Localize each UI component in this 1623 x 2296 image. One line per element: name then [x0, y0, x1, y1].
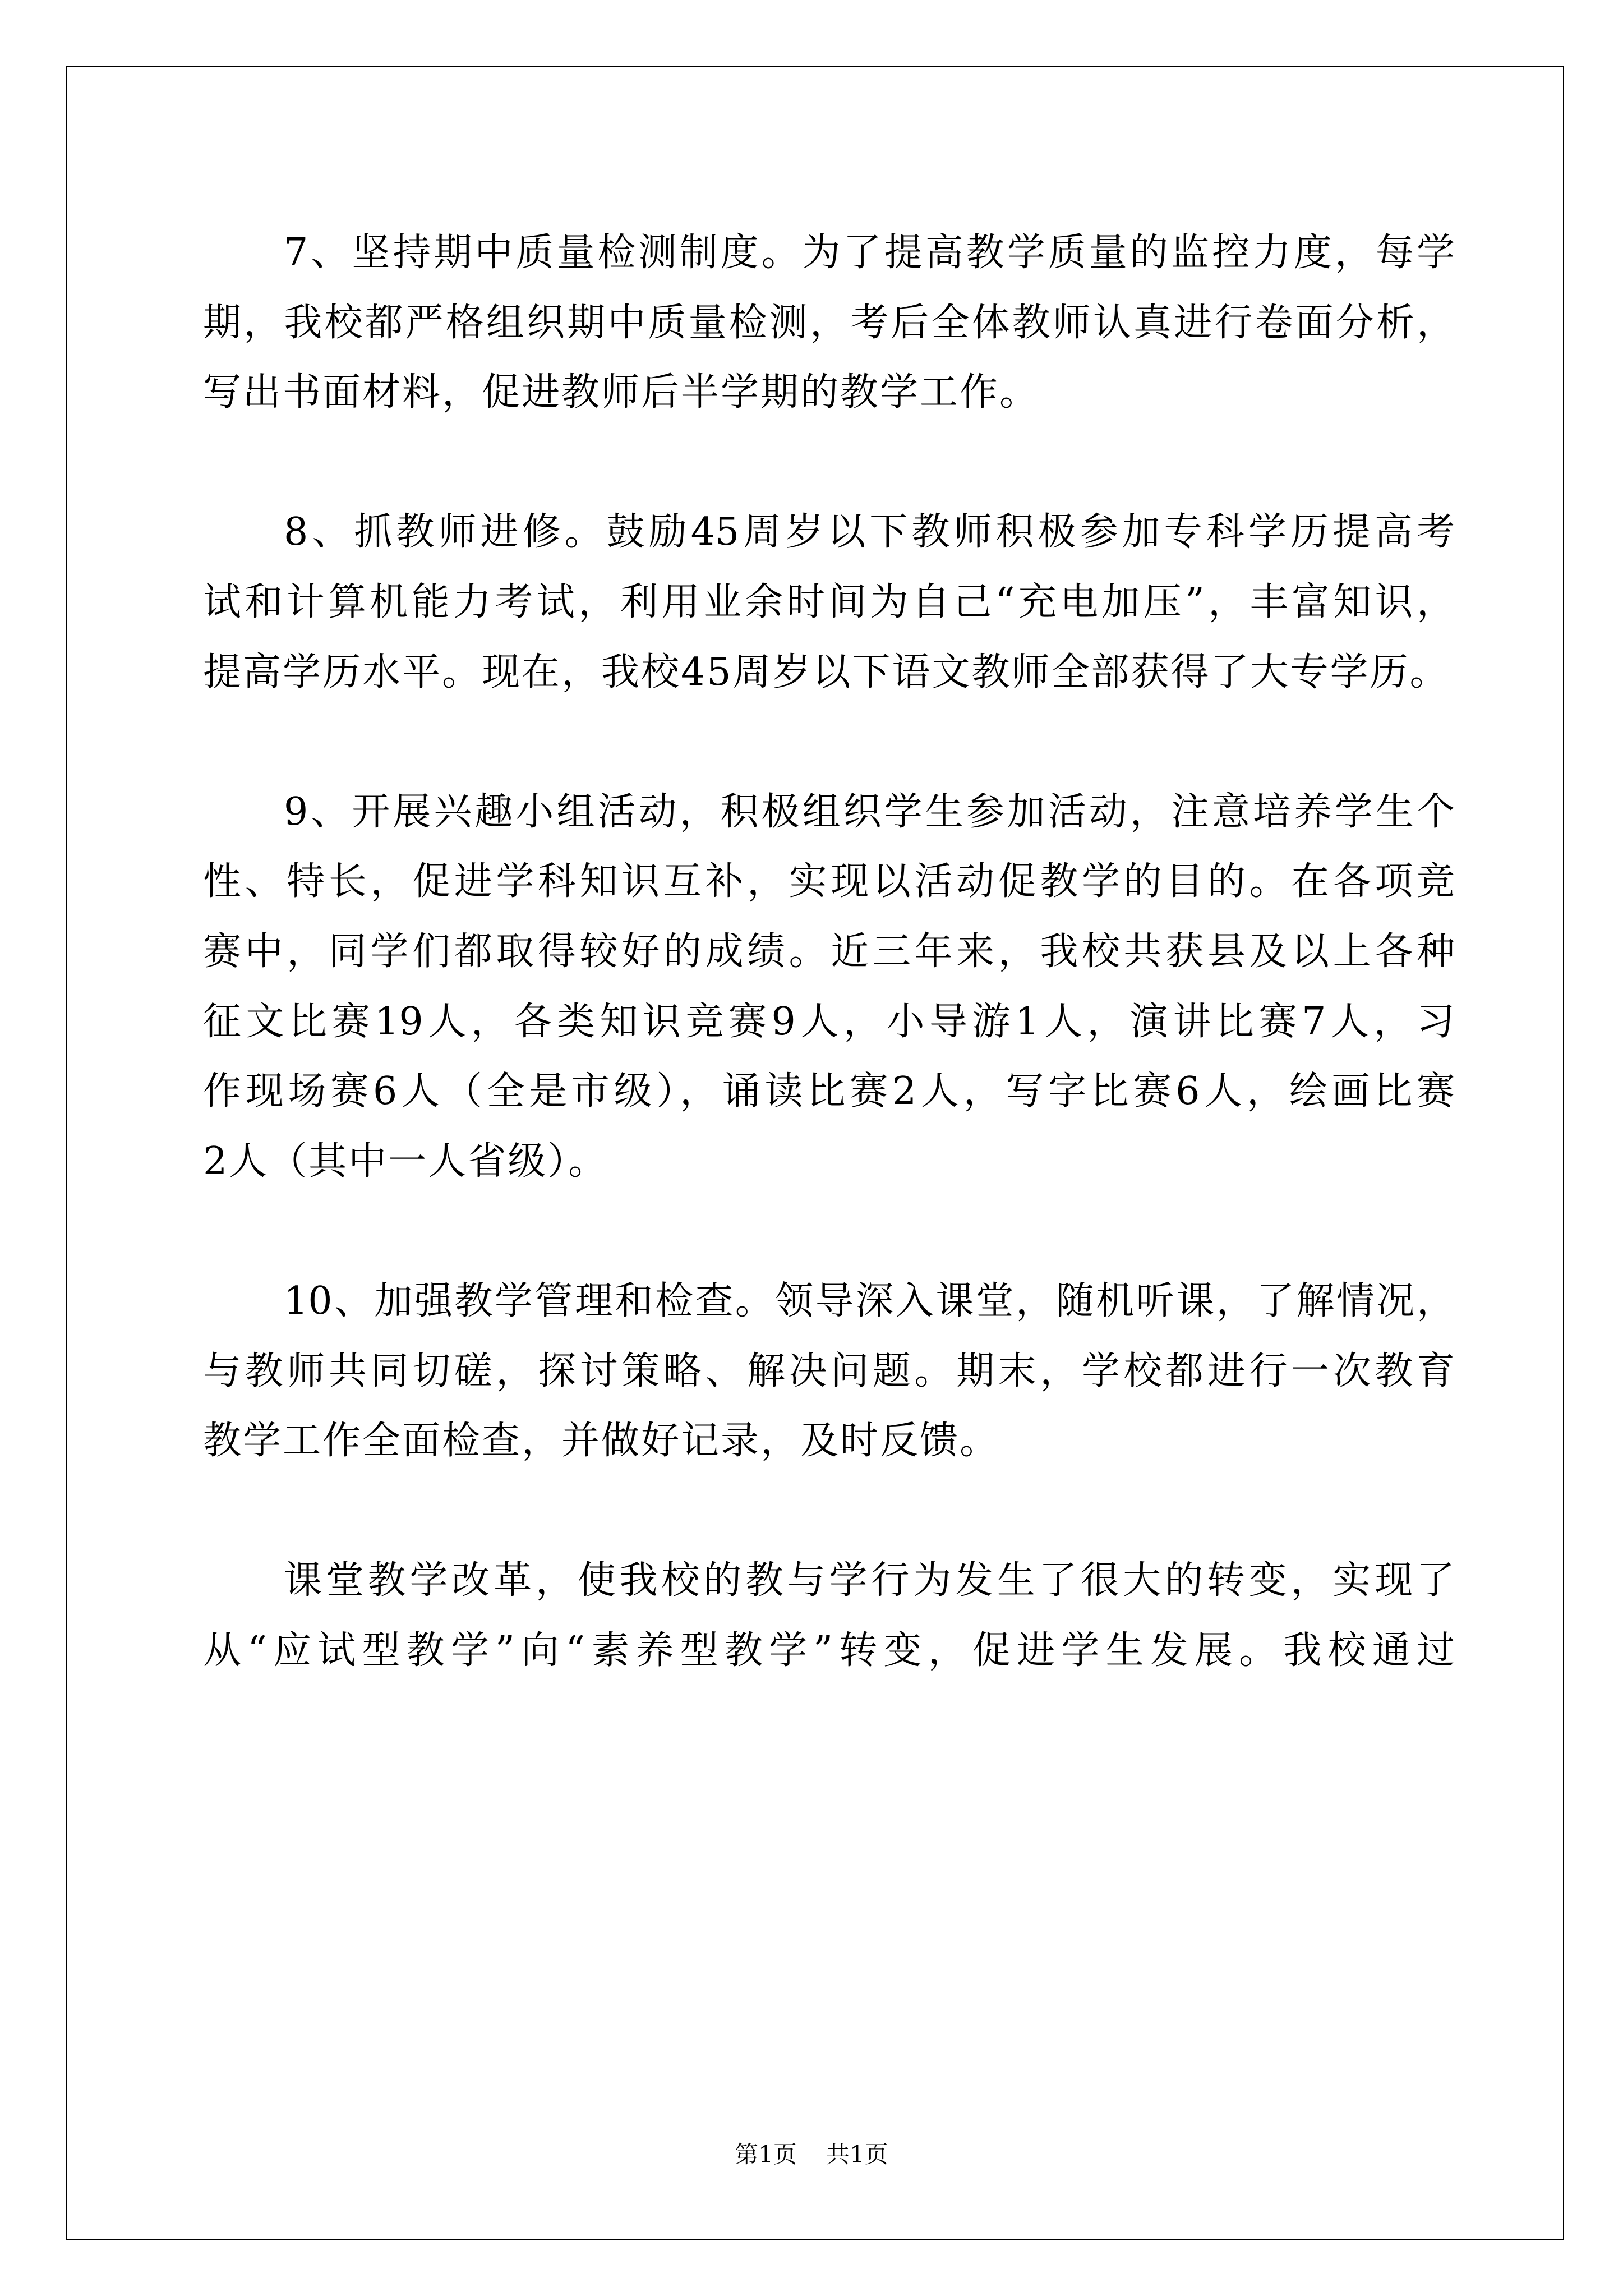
text-line: 8、抓教师进修。鼓励45周岁以下教师积极参加专科学历提高考	[284, 510, 1455, 555]
text-line: 从“应试型教学”向“素养型教学”转变，促进学生发展。我校通过	[203, 1628, 1455, 1673]
paragraph-item-9	[203, 777, 1455, 1197]
text-line: 课堂教学改革，使我校的教与学行为发生了很大的转变，实现了	[284, 1558, 1455, 1603]
page-number: 第1页	[735, 2141, 797, 2168]
page-total: 共1页	[826, 2141, 888, 2168]
text-line: 试和计算机能力考试，利用业余时间为自己“充电加压”，丰富知识，	[203, 579, 1455, 624]
text-line: 2人（其中一人省级）。	[203, 1139, 608, 1184]
text-line: 征文比赛19人，各类知识竞赛9人，小导游1人，演讲比赛7人，习	[203, 999, 1455, 1044]
text-line: 教学工作全面检查，并做好记录，及时反馈。	[203, 1419, 1000, 1464]
text-line: 期，我校都严格组织期中质量检测，考后全体教师认真进行卷面分析，	[203, 300, 1455, 345]
paragraph-item-10	[203, 1267, 1455, 1476]
page-footer	[0, 2138, 1623, 2171]
text-line: 作现场赛6人（全是市级），诵读比赛2人，写字比赛6人，绘画比赛	[203, 1069, 1455, 1114]
text-line: 9、开展兴趣小组活动，积极组织学生参加活动，注意培养学生个	[284, 789, 1455, 834]
paragraph-item-7	[203, 218, 1455, 428]
text-line: 提高学历水平。现在，我校45周岁以下语文教师全部获得了大专学历。	[203, 650, 1450, 694]
paragraph-item-8	[203, 498, 1455, 707]
text-line: 10、加强教学管理和检查。领导深入课堂，随机听课，了解情况，	[284, 1278, 1455, 1323]
text-line: 性、特长，促进学科知识互补，实现以活动促教学的目的。在各项竞	[203, 859, 1455, 904]
text-line: 写出书面材料，促进教师后半学期的教学工作。	[203, 370, 1040, 415]
text-line: 7、坚持期中质量检测制度。为了提高教学质量的监控力度，每学	[284, 231, 1455, 275]
document-body	[203, 218, 1455, 1686]
paragraph-reform	[203, 1546, 1455, 1686]
text-line: 与教师共同切磋，探讨策略、解决问题。期末，学校都进行一次教育	[203, 1349, 1455, 1393]
text-line: 赛中，同学们都取得较好的成绩。近三年来，我校共获县及以上各种	[203, 929, 1455, 974]
